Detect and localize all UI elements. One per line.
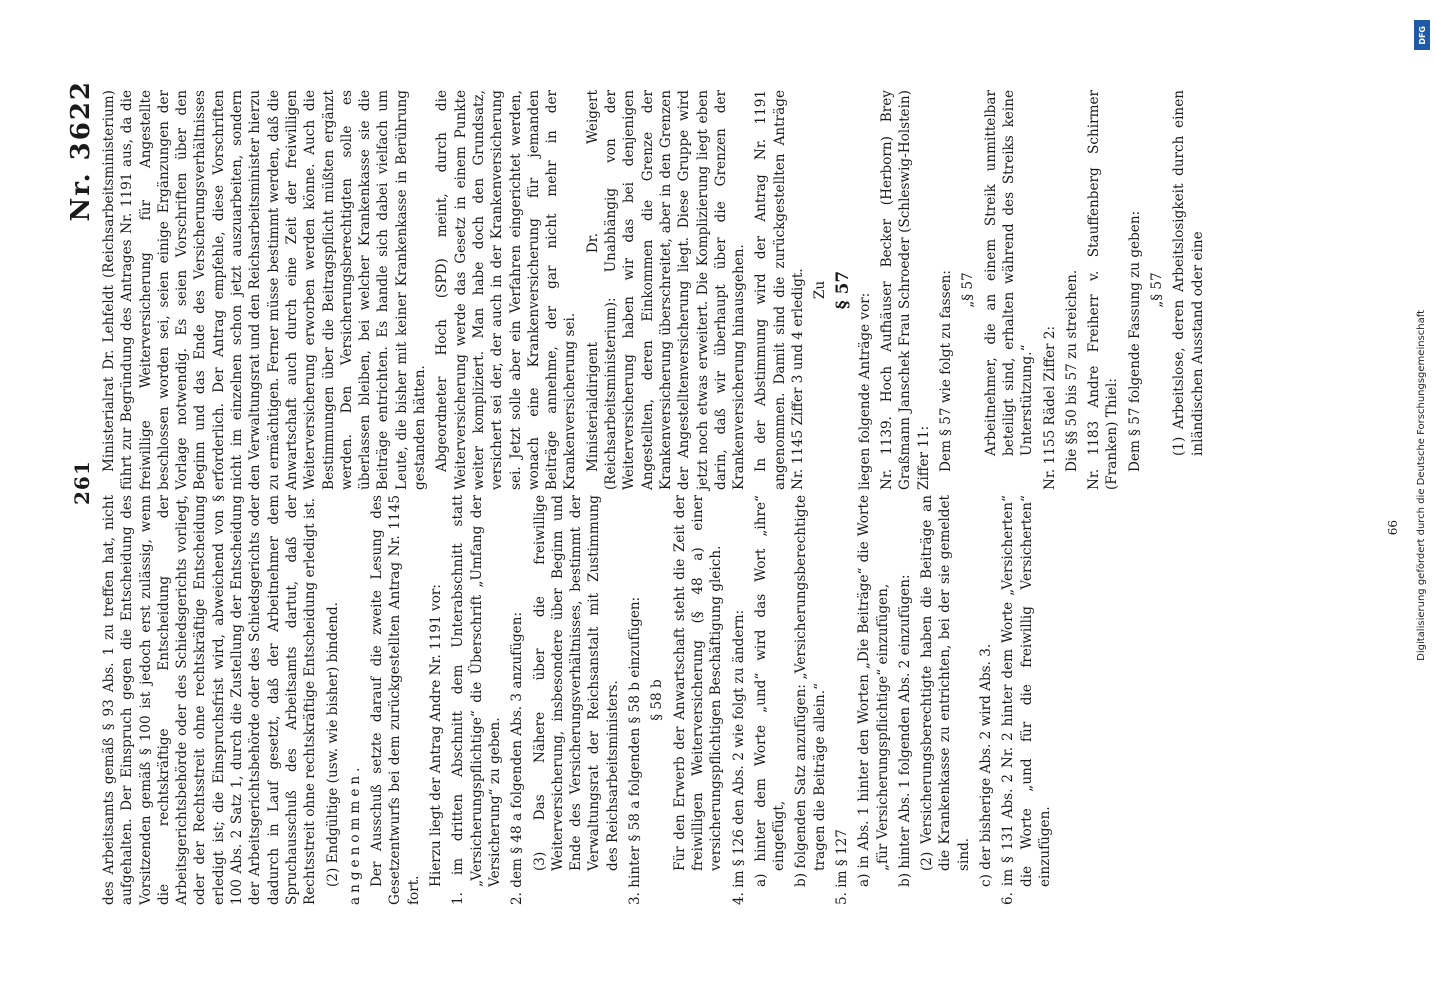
sub-list-item: a) in Abs. 1 hinter den Worten „Die Beiträge“ die Worte „für Versicherungspflichtige“ einzufügen, (856, 495, 891, 887)
digitization-note (1412, 10, 1432, 990)
list-item: 6. im § 131 Abs. 2 Nr. 2 hinter dem Worte „Versicherten“ die Worte „und für die freiwillig Versicherten“ einzufügen. (1000, 495, 1053, 905)
list-item: 5. im § 127 (833, 829, 850, 905)
list-item: 3. hinter § 58 a folgenden § 58 b einzufügen: (627, 596, 644, 905)
quoted-text: Für den Erwerb der Anwartschaft steht die Zeit der freiwilligen Weiterversicherung (§ 48 a) einer versicherungspflichtigen Beschäftigung gleich. (671, 495, 725, 871)
dfg-logo: DFG (1414, 20, 1430, 50)
paragraph: Ministerialrat Dr. Lehfeldt (Reichsarbeitsministerium) führt zur Begründung des Antrages Nr. 1191 aus, da die freiwillige Weiterversicherung für Angestellte beschlossen worden sei, seien einige Ergänzungen der Vorlage notwendig. Es seien Vorschriften über den Beginn und das Ende des Versicherungsverhältnisses erforderlich. Der Antrag empfehle, diese Vorschriften nicht im einzelnen schon jetzt auszuarbeiten, sondern den Verwaltungsrat und den Reichsarbeitsminister hierzu zu ermächtigen. Ferner müsse bestimmt werden, daß die Anwartschaft auch durch eine Zeit der freiwilligen Weiterversicherung erworben werden könne. Auch die Bestimmungen über die Beitragspflicht müßten ergänzt werden. Den Versicherungsberechtigten solle es überlassen bleiben, bei welcher Krankenkasse sie die Beiträge entrichten. Es handle sich dabei vielfach um Leute, die bisher mit keiner Krankenkasse in Berührung gestanden hätten. (101, 90, 429, 490)
right-column (100, 90, 1211, 490)
paragraph: Dem § 57 wie folgt zu fassen: (938, 270, 955, 472)
paragraph: liegen folgende Anträge vor: (856, 292, 873, 490)
section-heading: § 57 (832, 270, 853, 310)
footer-number: 66 (1386, 520, 1400, 536)
motion-header: Nr. 1155 Rädel Ziffer 2: (1041, 325, 1058, 490)
quoted-text: (1) Arbeitslose, deren Arbeitslosigkeit durch einen inländischen Ausstand oder eine (1171, 90, 1206, 456)
paragraph: (2) Endgültige (usw. wie bisher) bindend. (324, 602, 341, 887)
resolution-text: angenommen. (346, 763, 363, 905)
paragraph: In der Abstimmung wird der Antrag Nr. 1191 angenommen. Damit sind die zurückgestellten Anträge Nr. 1145 Ziffer 3 und 4 erledigt. (753, 90, 806, 490)
left-column (100, 495, 1058, 905)
list-item: 4. im § 126 den Abs. 2 wie folgt zu ändern: (730, 609, 747, 905)
paragraph: Ministerialdirigent Dr. Weigert (Reichsarbeitsministerium): Unabhängig von der Weiterversicherung haben wir das bei denjenigen Angestellten, deren Einkommen die Grenze der Krankenversicherung überschreitet, aber in den Grenzen der Angestelltenversicherung liegt. Diese Gruppe wird jetzt noch etwas erweitert. Die Komplizierung liegt eben darin, daß wir überhaupt über die Grenzen der Krankenversicherung hinausgehen. (584, 90, 748, 490)
sub-list-item: b) folgenden Satz anzufügen: „Versicherungsberechtigte tragen die Beiträge allein.“ (793, 495, 828, 887)
quoted-text: Arbeitnehmer, die an einem Streik unmittelbar beteiligt sind, erhalten während des Streiks keine Unterstützung.“ (982, 90, 1036, 456)
document-number: Nr. 3622 (66, 80, 96, 222)
list-item: 1. im dritten Abschnitt dem Unterabschnitt statt „Versicherungspflichtige“ die Überschrift „Umfang der Versicherung“ zu geben. (450, 495, 503, 905)
quoted-text: (2) Versicherungsberechtigte haben die Beiträge an die Krankenkasse zu entrichten, bei der sie gemeldet sind. (919, 495, 972, 871)
section-heading: § 58 b (649, 679, 666, 721)
paragraph: Dem § 57 folgende Fassung zu geben: (1126, 210, 1143, 472)
paragraph: Der Ausschuß setzte darauf die zweite Lesung des Gesetzentwurfs bei dem zurückgestellten Antrag Nr. 1145 fort. (369, 495, 422, 905)
page-number: 261 (70, 460, 94, 505)
sub-list-item: a) hinter dem Worte „und“ wird das Wort „ihre“ eingefügt, (752, 495, 788, 887)
paragraph: Die §§ 50 bis 57 zu streichen. (1063, 269, 1080, 472)
paragraph: Abgeordneter Hoch (SPD) meint, durch die Weiterversicherung werde das Gesetz in einem Punkte weiter kompliziert. Man habe doch den Grundsatz, versichert sei der, der auch in der Krankenversicherung sei. Jetzt solle aber ein Verfahren eingerichtet werden, wonach eine Krankenversicherung für jemanden Beiträge annehme, der gar nicht mehr in der Krankenversicherung sei. (434, 90, 579, 490)
paragraph: des Arbeitsamts gemäß § 93 Abs. 1 zu treffen hat, nicht aufgehalten. Der Einspruch gegen die Entscheidung des Vorsitzenden gemäß § 100 ist jedoch erst zulässig, wenn die rechtskräftige Entscheidung der Arbeitsgerichtsbehörde oder des Schiedsgerichts vorliegt, oder der Rechtsstreit ohne rechtskräftige Entscheidung erledigt ist; die Einspruchsfrist wird, abweichend von § 100 Abs. 2 Satz 1, durch die Zustellung der Entscheidung der Arbeitsgerichtsbehörde oder des Schiedsgerichts oder dadurch in Lauf gesetzt, daß der Arbeitnehmer dem Spruchausschuß des Arbeitsamts dartut, daß der Rechtsstreit ohne rechtskräftige Entscheidung erledigt ist. (101, 495, 319, 905)
section-heading: „§ 57 (960, 272, 977, 308)
paragraph: Hierzu liegt der Antrag Andre Nr. 1191 vor: (428, 584, 445, 887)
motion-header: Nr. 1183 Andre Freiherr v. Stauffenberg Schirmer (Franken) Thiel: (1086, 90, 1121, 490)
sub-list-item: c) der bisherige Abs. 2 wird Abs. 3. (978, 643, 995, 887)
zu-label: Zu (812, 280, 829, 300)
digitization-note-text: Digitalisierung gefördert durch die Deutsche Forschungsgemeinschaft (1416, 310, 1427, 661)
sub-list-item: b) hinter Abs. 1 folgenden Abs. 2 einzufügen: (896, 574, 913, 887)
section-heading: „§ 57 (1149, 272, 1166, 308)
list-item: 2. dem § 48 a folgenden Abs. 3 anzufügen: (509, 611, 526, 905)
motion-header: Nr. 1139. Hoch Aufhäuser Becker (Herborn) Brey Graßmann Janschek Frau Schroeder (Schleswig-Holstein) Ziffer 11: (879, 90, 932, 490)
quoted-text: (3) Das Nähere über die freiwillige Weiterversicherung, insbesondere über Beginn und Ende des Versicherungsverhältnisses, bestimmt der Verwaltungsrat der Reichsanstalt mit Zustimmung des Reichsarbeitsministers. (531, 495, 621, 871)
